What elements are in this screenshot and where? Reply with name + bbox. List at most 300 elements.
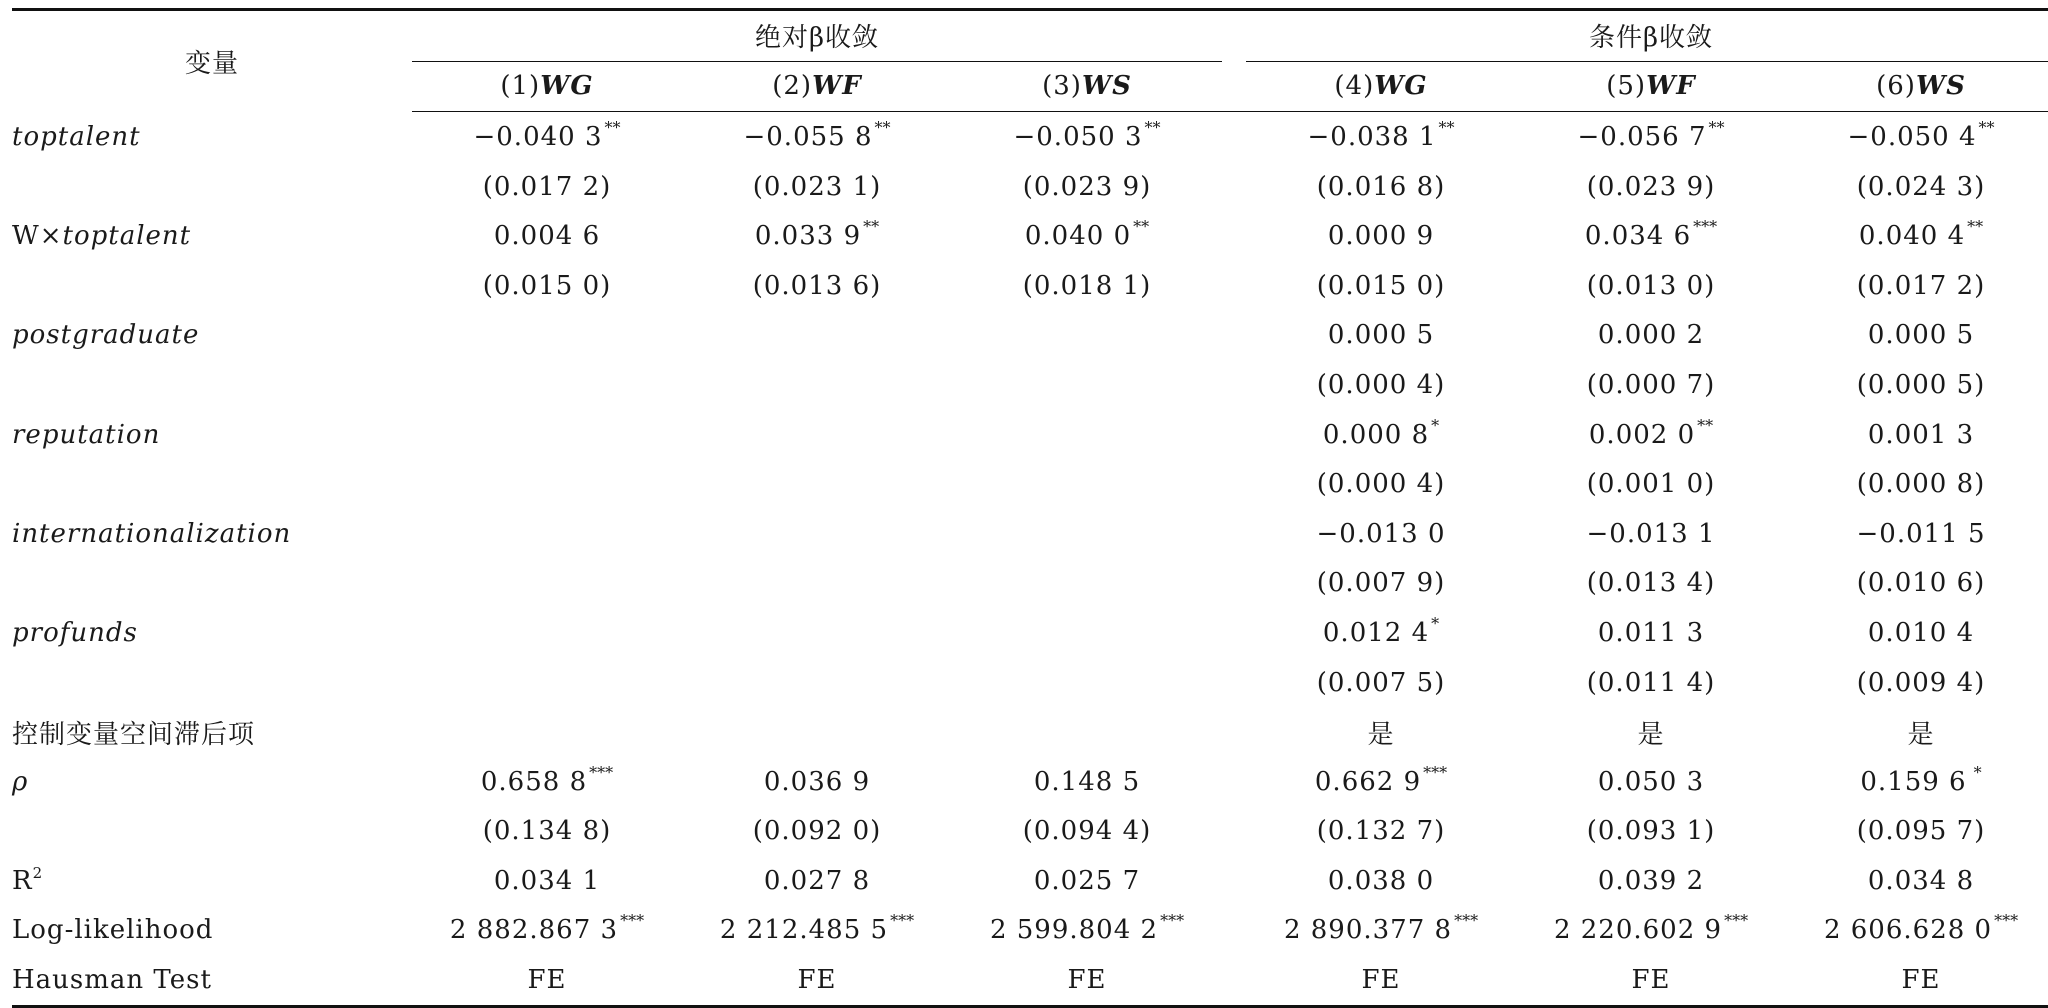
cell-content [1576,469,1726,499]
value-cell [952,608,1222,658]
coefficient-value: 0.148 5 [1033,766,1141,797]
cell-content [1306,816,1456,846]
value-cell [1786,955,2048,1006]
cell-content [1306,568,1456,598]
cell-content [742,816,892,846]
value-cell [1246,509,1516,559]
significance-stars: ** [1144,117,1161,137]
significance-stars: *** [1693,217,1718,237]
group-gap-cell [1222,162,1246,212]
coefficient-value: 0.000 5 [1327,320,1435,351]
table-row [12,162,2048,212]
variable-column-header: 变量 [12,10,412,112]
coefficient-value: 0.036 9 [763,766,871,797]
significance-stars: * [1431,415,1440,435]
value-cell [952,757,1222,807]
value-cell [682,459,952,509]
value-cell [1786,459,2048,509]
cell-content [1846,816,1996,846]
table-row [12,658,2048,708]
value-cell [1246,757,1516,807]
value-cell [952,906,1222,956]
cell-content [1846,762,1996,797]
coefficient-value: 0.039 2 [1597,865,1705,896]
cell-content [1846,668,1996,698]
cell-content [1576,568,1726,598]
coefficient-value: 0.011 3 [1597,617,1705,648]
coefficient-value: 是 [1907,719,1935,750]
value-cell [1786,509,2048,559]
value-cell [1786,261,2048,311]
value-cell [1246,559,1516,609]
coefficient-value: 2 882.867 3 [449,915,619,946]
coefficient-value: 0.034 1 [493,865,601,896]
value-cell [952,807,1222,857]
value-cell [1786,112,2048,162]
coefficient-value: 2 599.804 2 [989,915,1159,946]
group-gap-cell [1222,112,1246,162]
value-cell [412,559,682,609]
value-cell [952,112,1222,162]
value-cell [412,906,682,956]
coefficient-value: (0.015 0) [1316,270,1446,301]
significance-stars: *** [1160,911,1185,931]
value-cell [412,410,682,460]
cell-content [742,767,892,797]
coefficient-value: (0.132 7) [1316,816,1446,847]
value-cell [682,707,952,757]
significance-stars: ** [1708,117,1725,137]
coefficient-value: (0.013 0) [1586,270,1716,301]
significance-stars: * [1431,613,1440,633]
significance-stars: ** [1438,117,1455,137]
coefficient-value: −0.050 4 [1847,121,1977,152]
table-row [12,707,2048,757]
value-cell [1516,559,1786,609]
group-gap-cell [1222,459,1246,509]
model-header-3 [952,61,1222,112]
value-cell [1786,707,2048,757]
cell-content [1306,221,1456,251]
variable-label [12,509,412,559]
value-cell [412,807,682,857]
cell-content [1306,762,1456,797]
variable-name: internationalization [12,518,292,549]
coefficient-value: −0.055 8 [743,121,873,152]
cell-content [742,117,892,152]
cell-content [1576,816,1726,846]
variable-label [12,559,412,609]
coefficient-value: 0.010 4 [1867,617,1975,648]
cell-content [1846,469,1996,499]
coefficient-value: 是 [1637,719,1665,750]
coefficient-value: 0.000 2 [1597,320,1705,351]
cell-content [742,866,892,896]
coefficient-value: (0.010 6) [1856,568,1986,599]
variable-label [12,311,412,361]
significance-stars: *** [1423,762,1448,782]
cell-content [1576,714,1726,751]
significance-stars: *** [589,762,614,782]
value-cell [682,509,952,559]
cell-content [1576,217,1726,252]
value-cell [412,856,682,906]
value-cell [1246,211,1516,261]
value-cell [952,658,1222,708]
coefficient-value: (0.094 4) [1022,816,1152,847]
coefficient-value: FE [797,965,837,996]
value-cell [412,311,682,361]
value-cell [1516,955,1786,1006]
cell-content [1846,568,1996,598]
coefficient-value: (0.013 6) [752,270,882,301]
value-cell [1786,608,2048,658]
coefficient-value: (0.018 1) [1022,270,1152,301]
group-gap-cell [1222,261,1246,311]
cell-content [472,965,622,995]
value-cell [682,608,952,658]
significance-stars: * [1968,762,1982,782]
cell-content [1012,172,1162,202]
coefficient-value: (0.000 4) [1316,469,1446,500]
variable-label [12,360,412,410]
cell-content [1846,420,1996,450]
value-cell [952,211,1222,261]
table-row [12,112,2048,162]
variable-label [12,955,412,1006]
coefficient-value: 2 220.602 9 [1553,915,1723,946]
variable-label [12,410,412,460]
group-gap-cell [1222,658,1246,708]
cell-content [472,816,622,846]
coefficient-value: 0.000 5 [1867,320,1975,351]
coefficient-value: 0.034 6 [1584,221,1692,252]
coefficient-value: 0.012 4 [1322,617,1430,648]
table-row [12,955,2048,1006]
variable-label [12,261,412,311]
cell-content [1306,415,1456,450]
cell-content [742,271,892,301]
cell-content [1846,271,1996,301]
cell-content [1306,469,1456,499]
value-cell [952,707,1222,757]
significance-stars: *** [1454,911,1479,931]
coefficient-value: −0.011 5 [1856,518,1986,549]
coefficient-value: FE [1631,965,1671,996]
significance-stars: *** [620,911,645,931]
model-number: (1) [500,71,541,102]
coefficient-value: 0.050 3 [1597,766,1705,797]
cell-content [989,911,1185,946]
significance-stars: ** [1978,117,1995,137]
model-number: (5) [1606,71,1647,102]
group-gap-cell [1222,707,1246,757]
coefficient-value: FE [527,965,567,996]
value-cell [1516,608,1786,658]
value-cell [682,410,952,460]
coefficient-value: 0.004 6 [493,221,601,252]
coefficient-value: 2 890.377 8 [1283,915,1453,946]
significance-stars: *** [890,911,915,931]
cell-content [1846,320,1996,350]
cell-content [1576,370,1726,400]
cell-content [1012,767,1162,797]
cell-content [1846,117,1996,152]
value-cell [1516,856,1786,906]
variable-label [12,658,412,708]
value-cell [412,955,682,1006]
coefficient-value: 0.001 3 [1867,419,1975,450]
model-number: (4) [1334,71,1375,102]
value-cell [412,658,682,708]
value-cell [682,807,952,857]
value-cell [1786,311,2048,361]
cell-content [1283,911,1479,946]
model-header-6 [1786,61,2048,112]
variable-label [12,707,412,757]
value-cell [682,112,952,162]
variable-name: profunds [12,617,138,648]
value-cell [1516,410,1786,460]
value-cell [682,757,952,807]
variable-label [12,211,412,261]
cell-content [1576,519,1726,549]
table-row [12,211,2048,261]
cell-content [1306,866,1456,896]
coefficient-value: −0.050 3 [1013,121,1143,152]
coefficient-value: 0.002 0 [1588,419,1696,450]
value-cell [1786,410,2048,460]
variable-name: postgraduate [12,320,200,351]
cell-content [1846,172,1996,202]
table-row [12,459,2048,509]
variable-name: toptalent [12,121,141,152]
model-header-4 [1246,61,1516,112]
group-gap-cell [1222,906,1246,956]
cell-content [1846,866,1996,896]
coefficient-value: −0.056 7 [1577,121,1707,152]
value-cell [952,955,1222,1006]
variable-name: reputation [12,419,161,450]
coefficient-value: (0.000 7) [1586,369,1716,400]
coefficient-value: 0.025 7 [1033,865,1141,896]
coefficient-value: FE [1361,965,1401,996]
model-header-gap [1222,61,1246,112]
coefficient-value: 0.662 9 [1314,766,1422,797]
table-row [12,608,2048,658]
cell-content [1576,415,1726,450]
value-cell [1516,112,1786,162]
coefficient-value: 2 212.485 5 [719,915,889,946]
value-cell [412,162,682,212]
coefficient-value: −0.013 0 [1316,518,1446,549]
value-cell [1786,559,2048,609]
group-gap-cell [1222,410,1246,460]
value-cell [952,311,1222,361]
value-cell [1246,807,1516,857]
value-cell [682,658,952,708]
group-gap-cell [1222,807,1246,857]
value-cell [682,211,952,261]
coefficient-value: (0.093 1) [1586,816,1716,847]
group-gap-cell [1222,211,1246,261]
value-cell [1516,906,1786,956]
cell-content [1306,519,1456,549]
value-cell [952,410,1222,460]
value-cell [1246,707,1516,757]
cell-content [1012,816,1162,846]
value-cell [1516,459,1786,509]
significance-stars: ** [1133,217,1150,237]
cell-content [1553,911,1749,946]
value-cell [682,906,952,956]
coefficient-value: FE [1067,965,1107,996]
cell-content [1306,320,1456,350]
group-gap-cell [1222,559,1246,609]
cell-content [1846,618,1996,648]
table-row [12,757,2048,807]
cell-content [1576,965,1726,995]
value-cell [1516,757,1786,807]
variable-label [12,459,412,509]
value-cell [1246,311,1516,361]
cell-content [1306,370,1456,400]
coefficient-value: −0.040 3 [473,121,603,152]
significance-stars: ** [863,217,880,237]
value-cell [1786,360,2048,410]
coefficient-value: 是 [1367,719,1395,750]
cell-content [1576,767,1726,797]
cell-content [1306,668,1456,698]
cell-content [1846,714,1996,751]
coefficient-value: 0.038 0 [1327,865,1435,896]
value-cell [1786,856,2048,906]
value-cell [1246,608,1516,658]
model-header-5 [1516,61,1786,112]
value-cell [1786,906,2048,956]
cell-content [472,271,622,301]
value-cell [412,509,682,559]
value-cell [952,856,1222,906]
value-cell [952,459,1222,509]
value-cell [1786,807,2048,857]
value-cell [1246,459,1516,509]
coefficient-value: (0.013 4) [1586,568,1716,599]
cell-content [472,221,622,251]
cell-content [472,117,622,152]
cell-content [1306,714,1456,751]
value-cell [1516,807,1786,857]
variable-name: Log-likelihood [12,915,214,946]
variable-label [12,856,412,906]
value-cell [412,360,682,410]
coefficient-value: −0.038 1 [1307,121,1437,152]
value-cell [952,559,1222,609]
value-cell [682,856,952,906]
coefficient-value: −0.013 1 [1586,518,1716,549]
cell-content [1846,965,1996,995]
table-row [12,856,2048,906]
cell-content [1306,613,1456,648]
cell-content [742,217,892,252]
value-cell [1246,856,1516,906]
coefficient-value: 0.027 8 [763,865,871,896]
coefficient-value: (0.017 2) [482,171,612,202]
variable-superscript: 2 [32,863,44,882]
model-header-2 [682,61,952,112]
coefficient-value: (0.007 9) [1316,568,1446,599]
value-cell [1516,311,1786,361]
table-row [12,360,2048,410]
regression-table [12,8,2048,1008]
coefficient-value: (0.024 3) [1856,171,1986,202]
value-cell [1246,162,1516,212]
cell-content [1846,370,1996,400]
coefficient-value: (0.134 8) [482,816,612,847]
coefficient-value: 0.034 8 [1867,865,1975,896]
value-cell [1246,410,1516,460]
variable-name: toptalent [62,221,192,252]
model-number: (6) [1876,71,1916,102]
value-cell [682,311,952,361]
group-gap-cell [1222,360,1246,410]
value-cell [1516,360,1786,410]
coefficient-value: (0.001 0) [1586,469,1716,500]
group-gap-cell [1222,509,1246,559]
cell-content [1576,618,1726,648]
value-cell [1516,707,1786,757]
coefficient-value: (0.023 9) [1586,171,1716,202]
variable-label [12,608,412,658]
cell-content [742,172,892,202]
coefficient-value: (0.000 4) [1316,369,1446,400]
model-dependent-variable: WF [1646,71,1696,102]
model-dependent-variable: WS [1081,71,1132,102]
coefficient-value: (0.023 9) [1022,171,1152,202]
variable-name: Hausman Test [12,965,212,996]
cell-content [1012,866,1162,896]
coefficient-value: 0.000 8 [1322,419,1430,450]
group-gap-cell [1222,955,1246,1006]
cell-content [1846,519,1996,549]
cell-content [1576,668,1726,698]
value-cell [682,955,952,1006]
cell-content [1823,911,2019,946]
cell-content [1576,866,1726,896]
coefficient-value: (0.095 7) [1856,816,1986,847]
value-cell [412,112,682,162]
cell-content [719,911,915,946]
value-cell [1516,261,1786,311]
table-body [12,112,2048,1007]
table-row [12,906,2048,956]
cell-content [1012,217,1162,252]
variable-prefix: W× [12,221,63,252]
value-cell [1516,162,1786,212]
value-cell [1246,955,1516,1006]
coefficient-value: (0.023 1) [752,171,882,202]
table-row [12,311,2048,361]
cell-content [1306,965,1456,995]
value-cell [412,459,682,509]
coefficient-value: 0.040 0 [1024,221,1132,252]
table-row [12,261,2048,311]
cell-content [1306,117,1456,152]
group-gap-cell [1222,757,1246,807]
coefficient-value: FE [1901,965,1941,996]
cell-content [472,762,622,797]
value-cell [412,608,682,658]
